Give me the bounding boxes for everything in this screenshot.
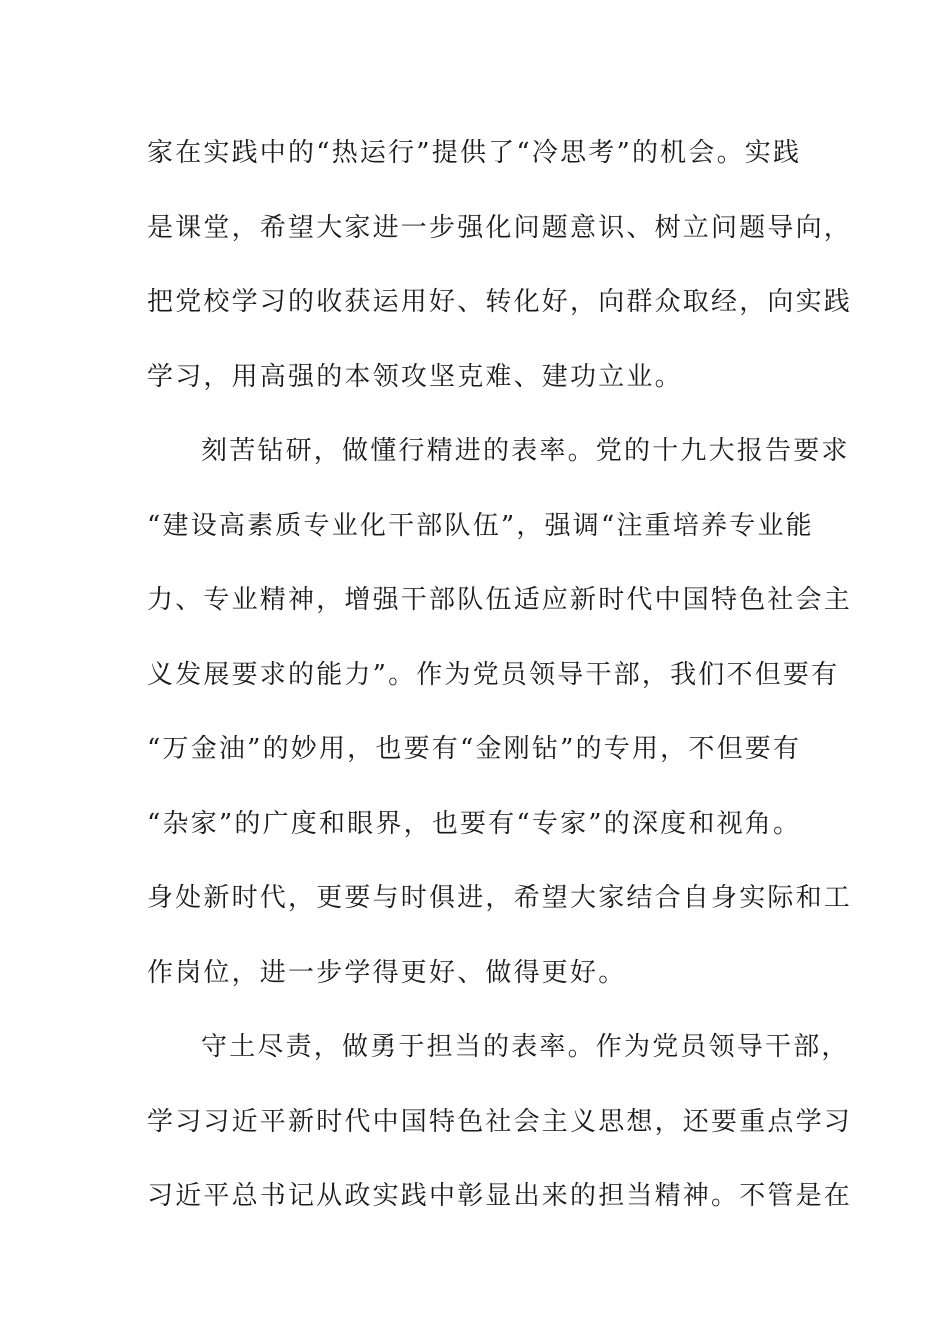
text-line: 把党校学习的收获运用好、转化好，向群众取经，向实践 bbox=[147, 287, 853, 317]
paragraph-first-line: 刻苦钻研，做懂行精进的表率。党的十九大报告要求 bbox=[201, 436, 850, 466]
text-line: 学习习近平新时代中国特色社会主义思想，还要重点学习 bbox=[147, 1106, 853, 1137]
paragraph-first-line: 守土尽责，做勇于担当的表率。作为党员领导干部， bbox=[201, 1032, 850, 1062]
text-line: 作岗位，进一步学得更好、做得更好。 bbox=[147, 957, 627, 988]
text-line: “杂家”的广度和眼界，也要有“专家”的深度和视角。 bbox=[147, 808, 802, 839]
text-line: 身处新时代，更要与时俱进，希望大家结合自身实际和工 bbox=[147, 883, 853, 913]
text-line: 力、专业精神，增强干部队伍适应新时代中国特色社会主 bbox=[147, 585, 853, 615]
text-line: 家在实践中的“热运行”提供了“冷思考”的机会。实践 bbox=[147, 138, 802, 168]
text-line: “建设高素质专业化干部队伍”，强调“注重培养专业能 bbox=[147, 510, 814, 541]
text-line: 义发展要求的能力”。作为党员领导干部，我们不但要有 bbox=[147, 659, 840, 690]
text-line: “万金油”的妙用，也要有“金刚钻”的专用，不但要有 bbox=[147, 734, 802, 764]
body-text bbox=[147, 127, 853, 1245]
text-line: 学习，用高强的本领攻坚克难、建功立业。 bbox=[147, 361, 683, 392]
text-line: 是课堂，希望大家进一步强化问题意识、树立问题导向， bbox=[147, 212, 853, 243]
text-line: 习近平总书记从政实践中彰显出来的担当精神。不管是在 bbox=[147, 1181, 853, 1211]
